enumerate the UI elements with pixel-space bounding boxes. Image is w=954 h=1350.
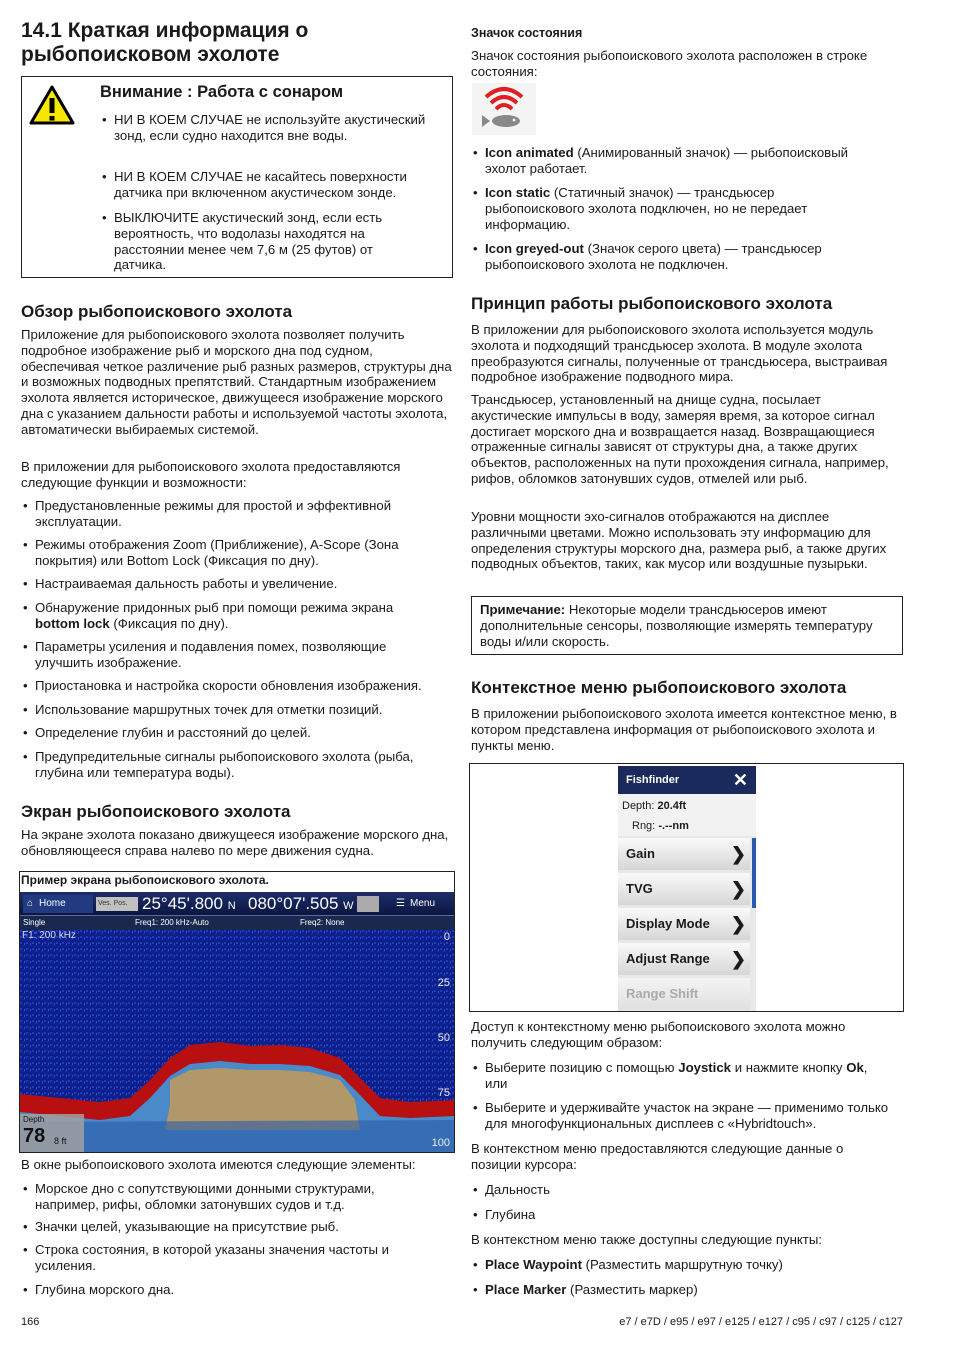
cursor-data-item: • Дальность <box>471 1182 871 1198</box>
longitude: 080°07'.505 W <box>248 894 354 913</box>
feature-item: • Параметры усиления и подавления помех, позволяющие улучшить изображение. <box>21 639 441 671</box>
section-title: 14.1 Краткая информация о рыбопоисковом эхолоте <box>21 19 309 66</box>
screen-item: • Морское дно с сопутствующими донными структурами, например, рифы, обломки затонувших судов и т.д. <box>21 1181 421 1213</box>
page-number: 166 <box>21 1316 40 1328</box>
warning-item: • НИ В КОЕМ СЛУЧАЕ не используйте акустический зонд, если судно находится вне воды. <box>100 112 440 144</box>
context-para: В приложении рыбопоискового эхолота имеется контекстное меню, в котором представлена информация от рыбопоискового эхолота и пункты меню. <box>471 706 897 753</box>
warning-item: • ВЫКЛЮЧИТЕ акустический зонд, если есть вероятность, что водолазы находятся на расстоянии менее чем 7,6 м (25 футов) от датчика. <box>100 210 420 273</box>
menu-item-display-mode[interactable]: Display Mode ❯ <box>618 908 750 940</box>
context-para: В контекстном меню предоставляются следующие данные о позиции курсора: <box>471 1141 844 1172</box>
chevron-right-icon: ❯ <box>730 879 746 899</box>
depth-scale: 0 25 50 75 100 <box>431 931 450 1149</box>
screen-item: • Глубина морского дна. <box>21 1282 441 1298</box>
feature-item: • Предустановленные режимы для простой и эффективной эксплуатации. <box>21 498 441 530</box>
context-para: Доступ к контекстному меню рыбопоискового эхолота можно получить следующим образом: <box>471 1019 846 1050</box>
screen-para: На экране эхолота показано движущееся изображение морского дна, обновляющееся справа налево по мере движения судна. <box>21 827 449 858</box>
chevron-right-icon: ❯ <box>730 949 746 969</box>
footer-models: e7 / e7D / e95 / e97 / e125 / e127 / c95 / c97 / c125 / c127 <box>619 1316 903 1328</box>
sonar-status-icon <box>357 896 379 912</box>
access-item: • Выберите и удерживайте участок на экране — применимо только для многофункциональных дисплеев с «Hybridtouch». <box>471 1100 903 1132</box>
access-item: • Выберите позицию с помощью Joystick и нажмите кнопку Ok, или <box>471 1060 891 1092</box>
warning-box <box>21 76 453 278</box>
menu-icon: ☰ <box>396 898 405 909</box>
status-bar: Single Freq1: 200 kHz-Auto Freq2: None <box>20 916 454 930</box>
depth-readout: Depth 78 8 ft <box>20 1114 84 1152</box>
fishfinder-status-icon <box>472 83 536 135</box>
feature-item: • Использование маршрутных точек для отметки позиций. <box>21 702 441 718</box>
menu-item-adjust-range[interactable]: Adjust Range ❯ <box>618 943 750 975</box>
status-icon-item: • Icon greyed-out (Значок серого цвета) — трансдьюсер рыбопоискового эхолота не подключен. <box>471 241 891 273</box>
context-menu-header: Fishfinder ✕ <box>618 766 756 794</box>
menu-item-range-shift[interactable]: Range Shift <box>618 978 750 1010</box>
fishfinder-screen <box>20 892 454 1152</box>
status-icon-item: • Icon static (Статичный значок) — трансдьюсер рыбопоискового эхолота подключен, но не передает информацию. <box>471 185 871 232</box>
context-menu <box>618 766 756 1011</box>
principle-para: В приложении для рыбопоискового эхолота используется модуль эхолота и подходящий трансдьюсер эхолота. В модуле эхолота преобразуются сигналы, полученные от трансдьюсера, выстраивая подробное изображение подводного мира. <box>471 322 888 385</box>
principle-para: Трансдьюсер, установленный на днище судна, посылает акустические импульсы в воду, замеряя время, за которое сигнал достигает морского дна и возвращается назад. Возвращающиеся отраженные сигналы зависят от структуры дна, а также других объектов, расположенных на пути прохождения сигнала, например, рифов, обломков затонувших судов, отмелей или рыб. <box>471 392 889 486</box>
menu-item-gain[interactable]: Gain ❯ <box>618 838 750 870</box>
context-menu-figure <box>469 763 904 1012</box>
home-icon: ⌂ <box>27 898 34 909</box>
top-bar <box>20 892 454 916</box>
option-item: • Place Waypoint (Разместить маршрутную точку) <box>471 1257 891 1273</box>
feature-item: • Режимы отображения Zoom (Приближение), A-Scope (Зона покрытия) или Bottom Lock (Фиксация по дну). <box>21 537 441 569</box>
screen-item: • Значки целей, указывающие на присутствие рыб. <box>21 1219 441 1235</box>
sonar-image <box>20 930 454 1152</box>
status-icon-heading: Значок состояния <box>471 26 583 40</box>
home-button[interactable]: ⌂ Home <box>23 895 93 913</box>
menu-info: Depth: 20.4ft Rng: -.--nm <box>618 794 756 836</box>
figure-caption: Пример экрана рыбопоискового эхолота. <box>21 873 269 887</box>
menu-item-tvg[interactable]: TVG ❯ <box>618 873 750 905</box>
status-icon-item: • Icon animated (Анимированный значок) — рыбопоисковый эхолот работает. <box>471 145 891 177</box>
overview-para: Приложение для рыбопоискового эхолота позволяет получить подробное изображение рыб и морского дна под судном, обеспечивая четкое различение рыб разных размеров, структуры дна и возможных подводных препятствий. Стандартным изображением эхолота является историческое, движущееся изображение морского дна с указанием дальности работы и используемой частоты эхолота, автоматически выбираемых системой. <box>21 327 452 437</box>
overview-para: В приложении для рыбопоискового эхолота предоставляются следующие функции и возможности: <box>21 459 401 490</box>
chevron-right-icon: ❯ <box>730 914 746 934</box>
screen-item: • Строка состояния, в которой указаны значения частоты и усиления. <box>21 1242 431 1274</box>
principle-para: Уровни мощности эхо-сигналов отображаются на дисплее различными цветами. Можно использовать эту информацию для определения структуры морского дна, размера рыб, а также других подводных объектов, таких, как мусор или воздушные пузырьки. <box>471 509 887 572</box>
note-box: Примечание: Некоторые модели трансдьюсеров имеют дополнительные сенсоры, позволяющие измерять температуру воды и/или скорость. <box>471 596 903 655</box>
warning-title: Внимание : Работа с сонаром <box>100 83 344 101</box>
feature-item: • Приостановка и настройка скорости обновления изображения. <box>21 678 453 694</box>
option-item: • Place Marker (Разместить маркер) <box>471 1282 891 1298</box>
frequency-label: F1: 200 kHz <box>22 930 76 941</box>
feature-item: • Предупредительные сигналы рыбопоискового эхолота (рыба, глубина или температура воды). <box>21 749 441 781</box>
feature-item: • Определение глубин и расстояний до целей. <box>21 725 441 741</box>
screen-heading: Экран рыбопоискового эхолота <box>21 802 291 821</box>
overview-heading: Обзор рыбопоискового эхолота <box>21 302 293 321</box>
menu-scrollbar[interactable] <box>752 838 756 908</box>
context-heading: Контекстное меню рыбопоискового эхолота <box>471 678 847 697</box>
feature-item: • Настраиваемая дальность работы и увеличение. <box>21 576 441 592</box>
feature-item: • Обнаружение придонных рыб при помощи режима экрана bottom lock (Фиксация по дну). <box>21 600 441 632</box>
principle-heading: Принцип работы рыбопоискового эхолота <box>471 294 833 313</box>
vessel-position-label: Ves. Pos. <box>96 897 138 911</box>
close-icon[interactable]: ✕ <box>732 770 748 790</box>
chevron-right-icon: ❯ <box>730 844 746 864</box>
cursor-data-item: • Глубина <box>471 1207 871 1223</box>
warning-icon <box>29 85 75 125</box>
status-icon-para: Значок состояния рыбопоискового эхолота расположен в строке состояния: <box>471 48 868 79</box>
menu-button[interactable]: ☰ Menu <box>392 895 450 913</box>
latitude: 25°45'.800 N <box>142 894 236 913</box>
context-para: В контекстном меню также доступны следующие пункты: <box>471 1232 822 1247</box>
fishfinder-figure <box>19 871 455 1153</box>
screen-para: В окне рыбопоискового эхолота имеются следующие элементы: <box>21 1157 416 1172</box>
warning-item: • НИ В КОЕМ СЛУЧАЕ не касайтесь поверхности датчика при включенном акустическом зонде. <box>100 169 440 201</box>
